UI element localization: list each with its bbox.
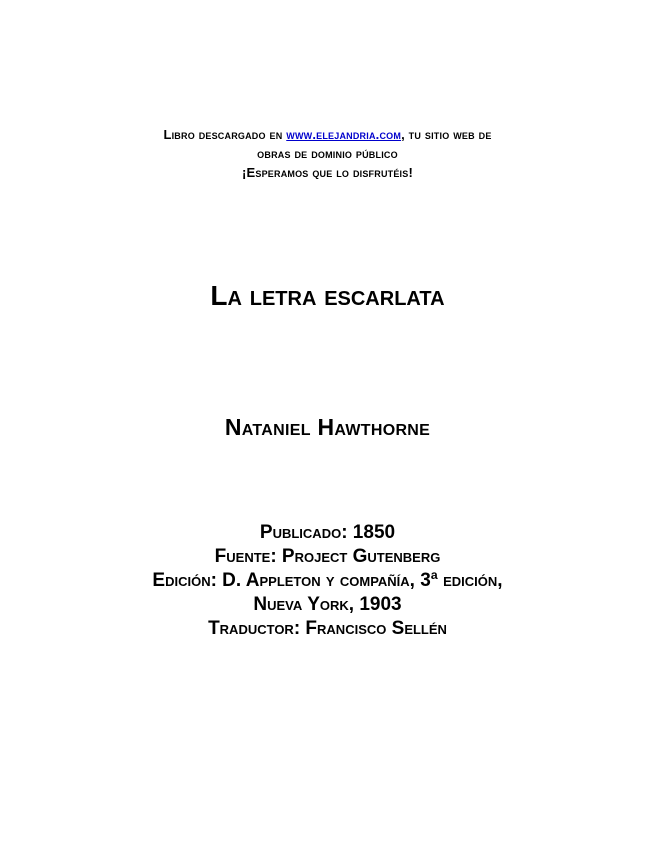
elejandria-link[interactable]: www.elejandria.com <box>286 127 402 142</box>
edition-line-1: Edición: D. Appleton y compañía, 3ª edición, <box>152 570 503 591</box>
translator-line: Traductor: Francisco Sellén <box>208 618 447 639</box>
notice-text-before-link: Libro descargado en <box>163 127 287 142</box>
publication-info <box>0 521 655 641</box>
notice-line-3: ¡Esperamos que lo disfrutéis! <box>242 165 413 180</box>
notice-line-1 <box>0 125 655 144</box>
book-title: La letra escarlata <box>210 280 445 311</box>
source-line: Fuente: Project Gutenberg <box>214 546 441 567</box>
notice-line-2: obras de dominio público <box>257 146 398 161</box>
download-notice <box>0 125 655 182</box>
edition-line-2: Nueva York, 1903 <box>253 594 402 615</box>
notice-text-after-link: , tu sitio web de <box>401 127 492 142</box>
book-author: Nataniel Hawthorne <box>224 414 431 440</box>
published-line: Publicado: 1850 <box>259 522 396 543</box>
